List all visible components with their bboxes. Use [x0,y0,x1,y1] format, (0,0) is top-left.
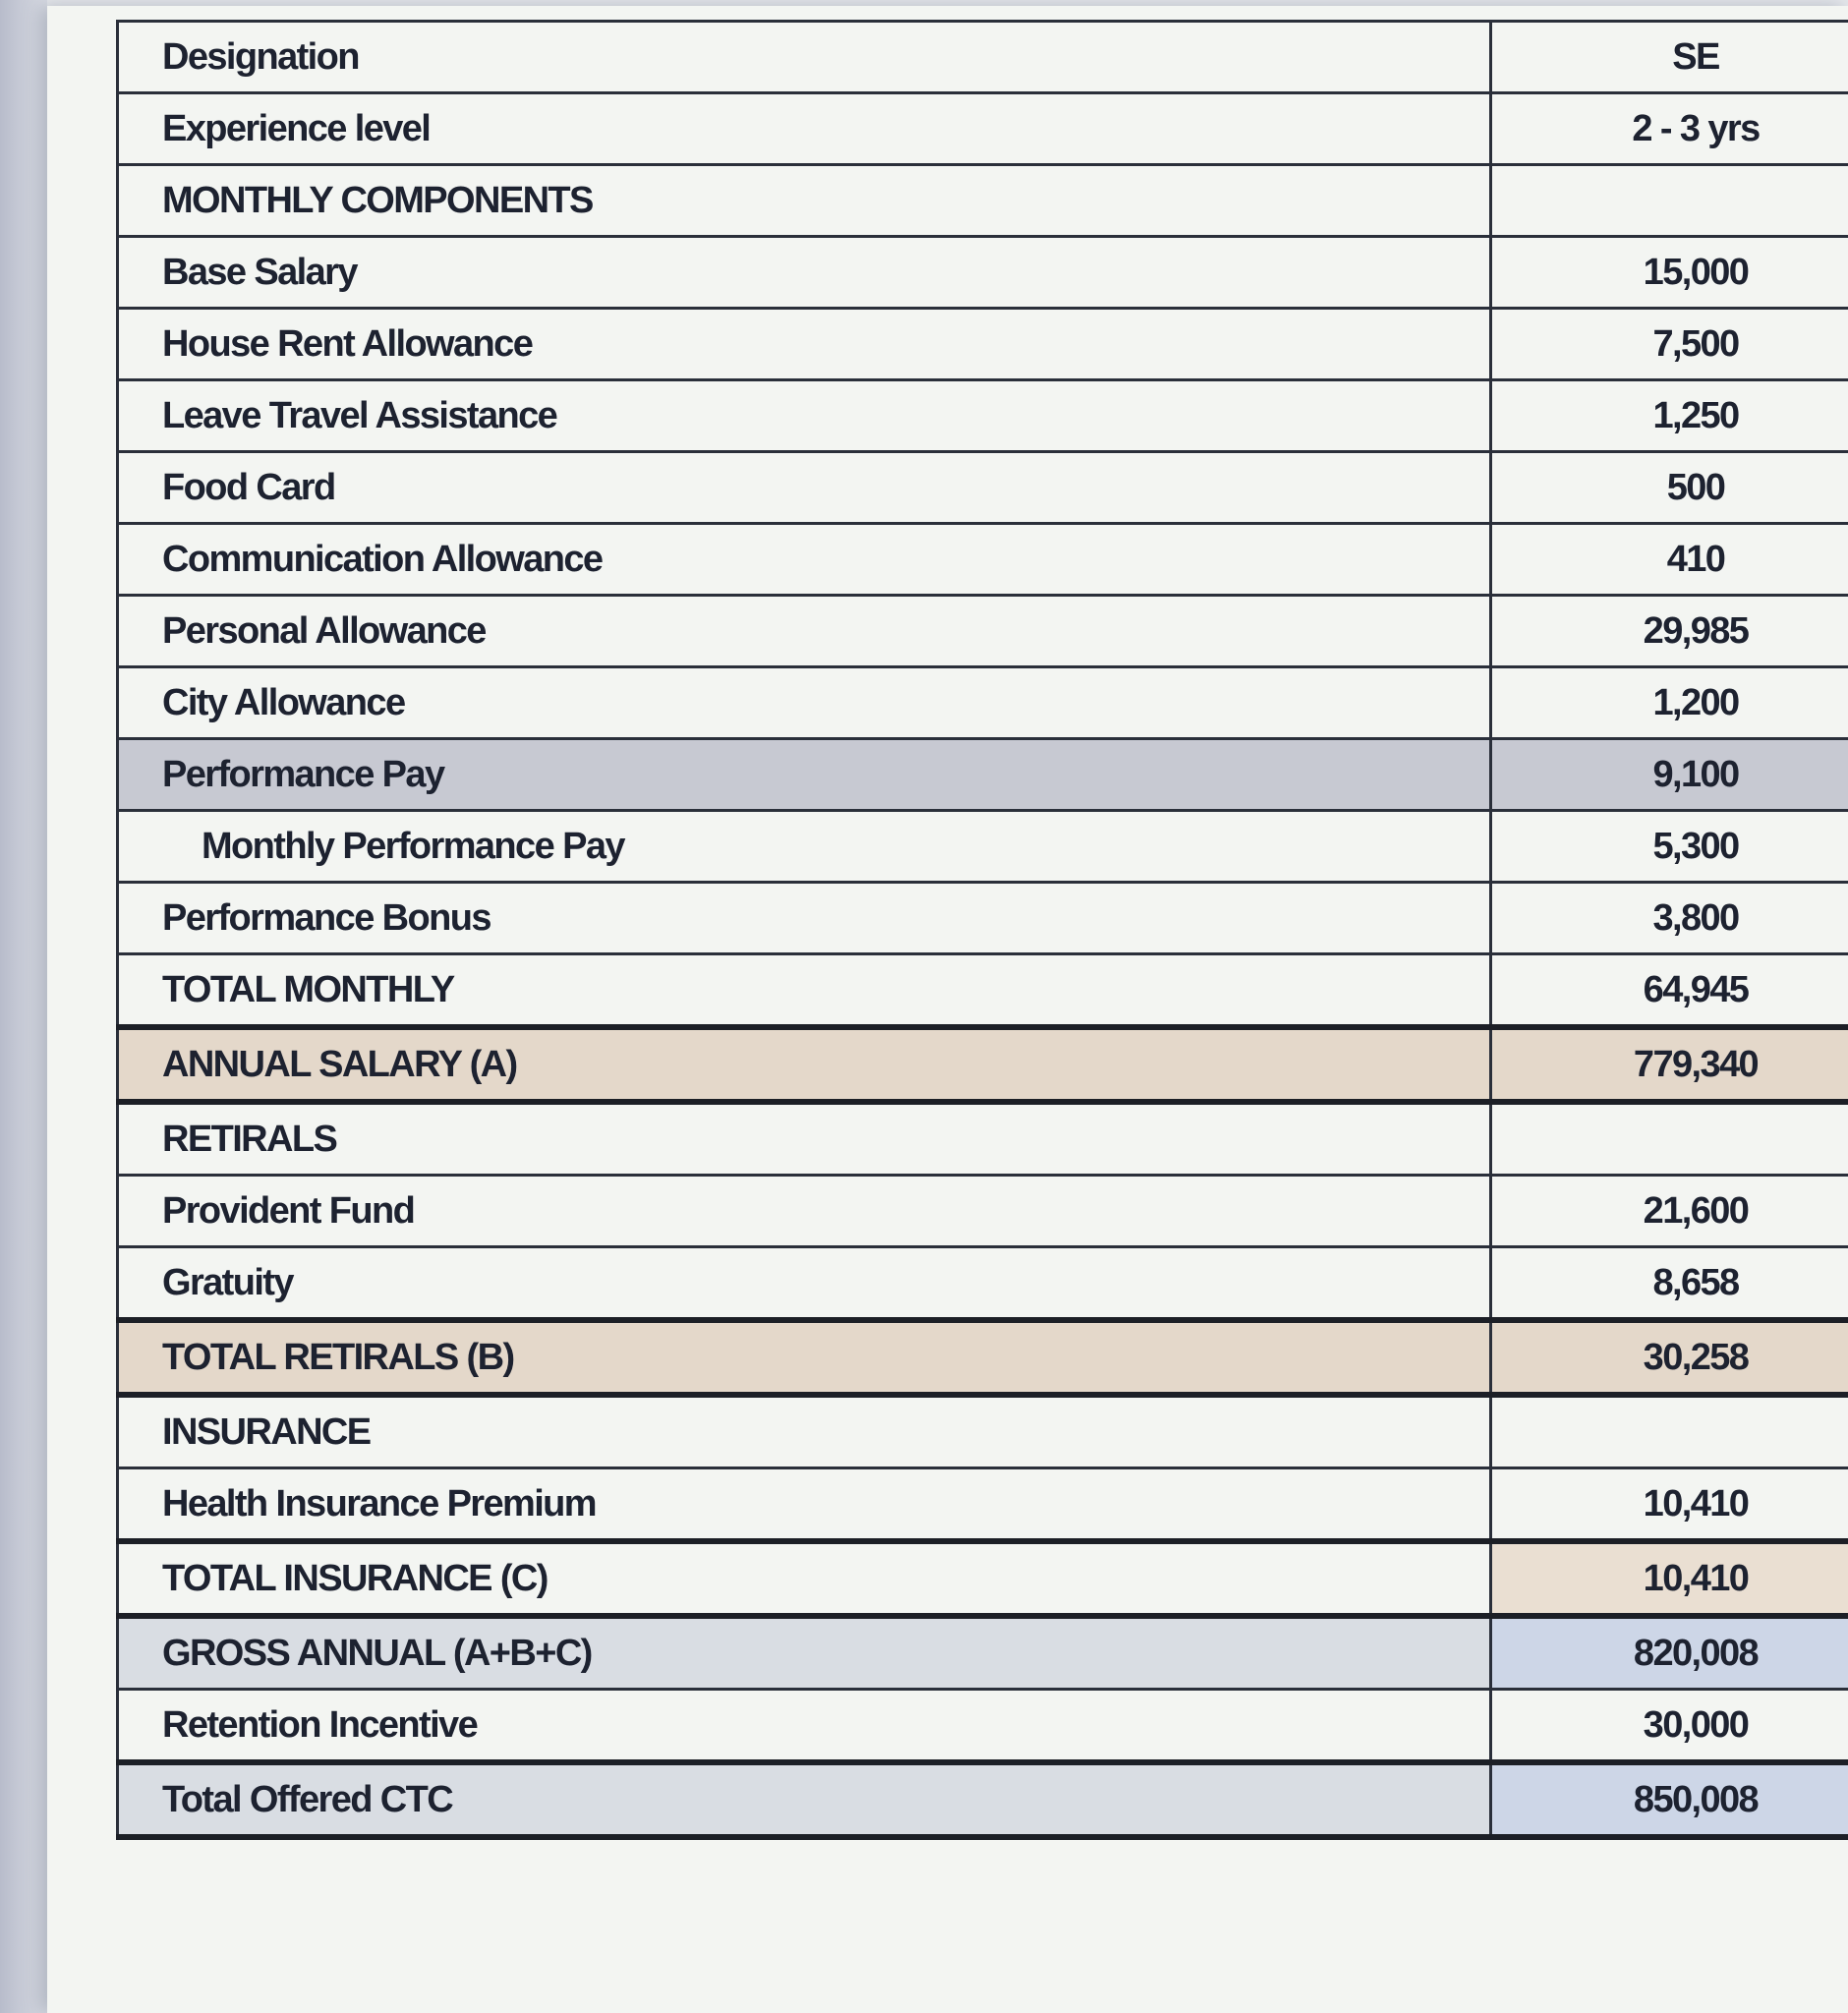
row-value: 64,945 [1491,954,1848,1028]
row-value: 30,258 [1491,1320,1848,1395]
row-label: Retention Incentive [118,1690,1491,1763]
table-row [118,667,1848,739]
row-value: 9,100 [1491,739,1848,811]
salary-breakdown-table [116,20,1848,1840]
total-row [118,1541,1848,1616]
row-value [1491,165,1848,237]
row-label: Designation [118,22,1491,93]
row-value: 1,200 [1491,667,1848,739]
gross-row [118,1616,1848,1690]
row-value: 1,250 [1491,380,1848,452]
row-value: 30,000 [1491,1690,1848,1763]
table-row [118,237,1848,309]
row-label: TOTAL RETIRALS (B) [118,1320,1491,1395]
row-value [1491,1102,1848,1176]
row-value: 779,340 [1491,1027,1848,1102]
section-label: RETIRALS [118,1102,1491,1176]
row-label: Food Card [118,452,1491,524]
section-header-row [118,1102,1848,1176]
row-label: GROSS ANNUAL (A+B+C) [118,1616,1491,1690]
row-value: SE [1491,22,1848,93]
table-row [118,1176,1848,1247]
row-value: 500 [1491,452,1848,524]
row-label: Provident Fund [118,1176,1491,1247]
row-value: 820,008 [1491,1616,1848,1690]
row-label: Experience level [118,93,1491,165]
section-header-row [118,1395,1848,1468]
row-label: City Allowance [118,667,1491,739]
row-value: 850,008 [1491,1762,1848,1837]
row-value: 21,600 [1491,1176,1848,1247]
sub-row [118,811,1848,883]
row-label: Health Insurance Premium [118,1468,1491,1542]
row-value: 2 - 3 yrs [1491,93,1848,165]
row-value: 29,985 [1491,596,1848,667]
table-row [118,22,1848,93]
table-row [118,596,1848,667]
table-row [118,524,1848,596]
row-label: Personal Allowance [118,596,1491,667]
total-row [118,954,1848,1028]
page-edge [0,0,47,2013]
table-row [118,1690,1848,1763]
row-label: Total Offered CTC [118,1762,1491,1837]
row-label: TOTAL MONTHLY [118,954,1491,1028]
row-label: ANNUAL SALARY (A) [118,1027,1491,1102]
total-row [118,1320,1848,1395]
table-row [118,380,1848,452]
highlighted-row [118,739,1848,811]
row-value: 5,300 [1491,811,1848,883]
table-row [118,1247,1848,1321]
row-value: 7,500 [1491,309,1848,380]
section-label: MONTHLY COMPONENTS [118,165,1491,237]
row-label: Performance Pay [118,739,1491,811]
row-label: TOTAL INSURANCE (C) [118,1541,1491,1616]
row-value [1491,1395,1848,1468]
section-label: INSURANCE [118,1395,1491,1468]
row-value: 10,410 [1491,1541,1848,1616]
row-label: Monthly Performance Pay [118,811,1491,883]
total-row [118,1027,1848,1102]
row-value: 10,410 [1491,1468,1848,1542]
row-value: 8,658 [1491,1247,1848,1321]
table-row [118,309,1848,380]
table-row [118,883,1848,954]
row-value: 3,800 [1491,883,1848,954]
row-value: 15,000 [1491,237,1848,309]
row-label: Communication Allowance [118,524,1491,596]
table-row [118,1468,1848,1542]
row-label: Gratuity [118,1247,1491,1321]
table-row [118,452,1848,524]
table-row [118,93,1848,165]
row-label: Leave Travel Assistance [118,380,1491,452]
row-value: 410 [1491,524,1848,596]
section-header-row [118,165,1848,237]
row-label: House Rent Allowance [118,309,1491,380]
row-label: Performance Bonus [118,883,1491,954]
ctc-row [118,1762,1848,1837]
row-label: Base Salary [118,237,1491,309]
